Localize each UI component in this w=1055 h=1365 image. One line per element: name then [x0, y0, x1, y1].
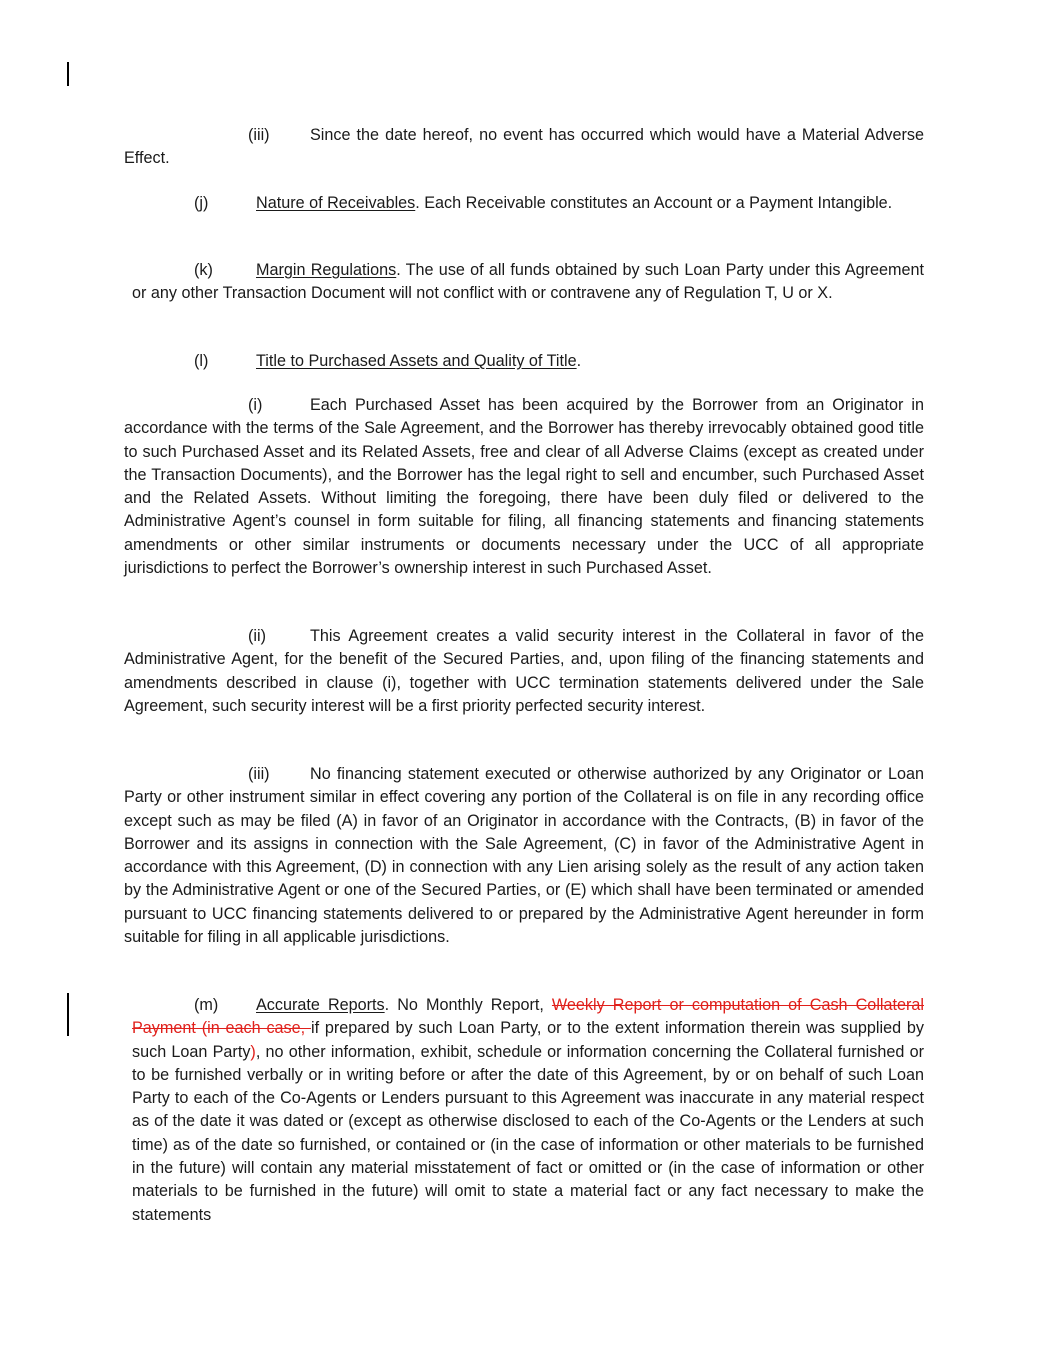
section-heading: Margin Regulations	[256, 261, 397, 279]
section-number: (j)	[194, 194, 209, 212]
clause-text: Since the date hereof, no event has occurred which would have a Material Adverse Effect.	[124, 126, 924, 168]
clause-number: (ii)	[248, 627, 266, 645]
section-text: . The use of all funds obtained by such Loan Party under this Agreement or any other Transaction Document will not conflict with or contravene any of Regulation T, U or X.	[132, 261, 924, 303]
clause-iii-material-adverse-effect	[124, 124, 924, 171]
section-heading: Nature of Receivables	[256, 194, 416, 212]
section-number: (k)	[194, 261, 213, 279]
section-text-middle: if prepared by such Loan Party, or to the extent information therein was supplied by such Loan Party	[132, 1019, 925, 1061]
top-change-bar	[67, 62, 69, 86]
section-m-accurate-reports	[132, 994, 924, 1227]
clause-text: No financing statement executed or otherwise authorized by any Originator or Loan Party or other instrument similar in effect covering any portion of the Collateral is on file in any recording office except such as may be filed (A) in favor of an Originator in accordance with the Contracts, (B) in favor of the Borrower and its assigns in connection with the Sale Agreement, (C) in favor of the Administrative Agent in accordance with this Agreement, (D) in connection with any Lien arising solely as the result of any action taken by the Administrative Agent or one of the Secured Parties, or (E) which shall have been terminated or amended pursuant to UCC financing statements delivered to or prepared by the Administrative Agent hereunder in form suitable for filing in all applicable jurisdictions.	[124, 765, 924, 947]
tracked-deletion: Weekly Report or computation of Cash Collateral Payment (in each case,	[132, 996, 924, 1038]
section-text-before: . No Monthly Report,	[384, 996, 552, 1014]
clause-number: (iii)	[248, 765, 270, 783]
clause-l-ii-security-interest	[124, 625, 924, 718]
section-l-title-to-purchased-assets	[132, 350, 924, 373]
section-j-nature-of-receivables	[132, 192, 924, 215]
revision-change-bar	[67, 993, 69, 1036]
section-number: (l)	[194, 352, 209, 370]
tracked-insertion: )	[250, 1042, 256, 1061]
clause-l-i-purchased-asset	[124, 394, 924, 580]
section-text: .	[576, 352, 582, 370]
section-text: . Each Receivable constitutes an Account or a Payment Intangible.	[415, 194, 893, 212]
section-heading: Accurate Reports	[256, 996, 385, 1014]
section-number: (m)	[194, 996, 219, 1014]
section-heading: Title to Purchased Assets and Quality of Title	[256, 352, 577, 370]
clause-l-iii-financing-statement	[124, 763, 924, 949]
section-k-margin-regulations	[132, 259, 924, 306]
clause-number: (i)	[248, 396, 263, 414]
clause-text: This Agreement creates a valid security interest in the Collateral in favor of the Administrative Agent, for the benefit of the Secured Parties, and, upon filing of the financing statements and amendments described in clause (i), together with UCC termination statements delivered under the Sale Agreement, such security interest will be a first priority perfected security interest.	[124, 627, 924, 715]
clause-text: Each Purchased Asset has been acquired by the Borrower from an Originator in accordance with the terms of the Sale Agreement, and the Borrower has thereby irrevocably obtained good title to such Purchased Asset and its Related Assets, free and clear of all Adverse Claims (except as created under the Transaction Documents), and the Borrower has the legal right to sell and encumber, such Purchased Asset and the Related Assets. Without limiting the foregoing, there have been duly filed or delivered to the Administrative Agent’s counsel in form suitable for filing, all financing statements and financing statements amendments or other similar instruments or documents necessary under the UCC of all appropriate jurisdictions to perfect the Borrower’s ownership interest in such Purchased Asset.	[124, 396, 924, 578]
clause-number: (iii)	[248, 126, 270, 144]
section-text-after: , no other information, exhibit, schedule or information concerning the Collateral furnished or to be furnished verbally or in writing before or after the date of this Agreement, by or on behalf of such Loan Party to each of the Co-Agents or Lenders pursuant to this Agreement was inaccurate in any material respect as of the date it was dated or (except as otherwise disclosed to each of the Co-Agents or the Lenders at such time) as of the date so furnished, or contained or (in the case of information or other materials to be furnished in the future) will contain any material misstatement of fact or omitted or (in the case of information or other materials to be furnished in the future) will omit to state a material fact or any fact necessary to make the statements	[132, 1042, 924, 1224]
